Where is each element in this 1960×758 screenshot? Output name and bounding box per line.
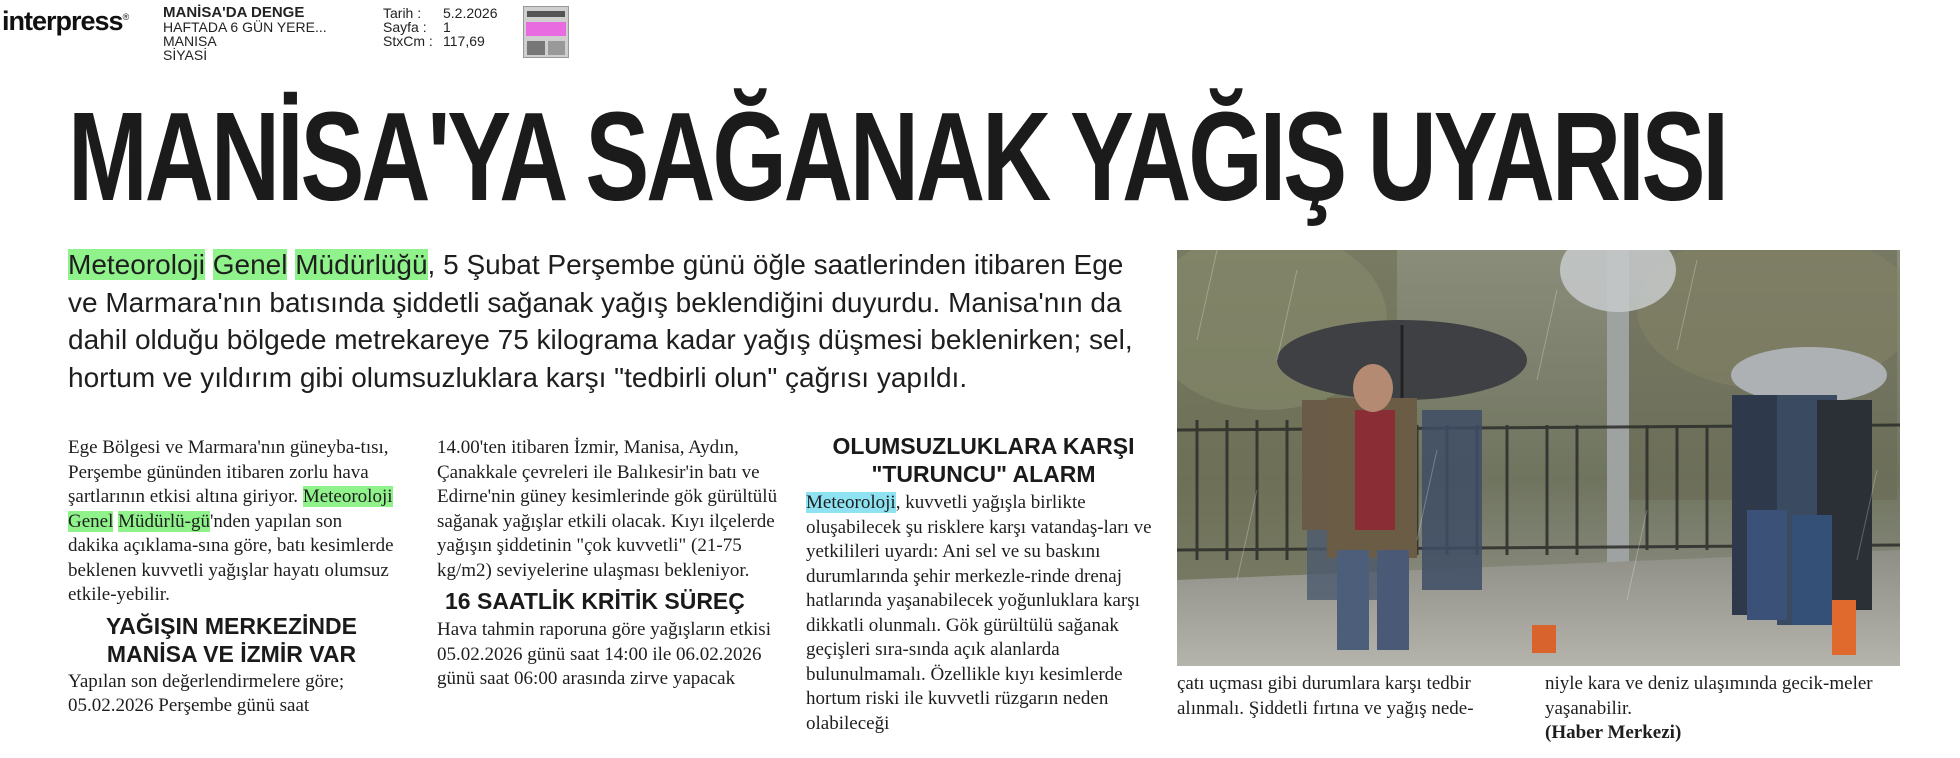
meta-labels bbox=[383, 6, 443, 48]
publication-city: MANISA bbox=[163, 33, 217, 49]
interpress-logo: interpress® bbox=[2, 6, 129, 36]
article-column-2 bbox=[437, 436, 791, 692]
highlight-term: Meteoroloji bbox=[68, 249, 205, 280]
body-paragraph: Meteoroloji, kuvvetli yağışla birlikte oluşabilecek şu risklere karşı vatandaş-ları ve yetkilileri uyardı: Ani sel ve su baskını durumlarında şehir merkezle-rinde drenaj hatlarında yaşanabilecek yoğunluklara karşı dikkatli olunmalı. Gök gürültülü sağanak geçişleri sıra-sında açık alanlarda bulunulmamalı. Özellikle kıyı kesimlerde hortum riski ile kuvvetli rüzgarın neden olabileceği bbox=[806, 492, 1152, 734]
page-label: Sayfa : bbox=[383, 19, 427, 35]
subheading: 16 SAATLİK KRİTİK SÜREÇ bbox=[445, 588, 745, 614]
article-column-1 bbox=[68, 436, 395, 719]
body-paragraph: Yapılan son değerlendirmelere göre; 05.02.2026 Perşembe günü saat bbox=[68, 670, 345, 716]
publication-section: SİYASİ bbox=[163, 47, 208, 63]
body-paragraph: niyle kara ve deniz ulaşımında gecik-meler yaşanabilir. bbox=[1545, 673, 1873, 719]
highlight-term: Genel bbox=[212, 249, 288, 280]
body-paragraph: çatı uçması gibi durumlara karşı tedbir alınmalı. Şiddetli fırtına ve yağış nede- bbox=[1177, 673, 1474, 719]
article-column-4 bbox=[1177, 672, 1527, 721]
subheading: OLUMSUZLUKLARA KARŞI "TURUNCU" ALARM bbox=[832, 433, 1135, 487]
byline: (Haber Merkezi) bbox=[1545, 722, 1682, 743]
article-column-5 bbox=[1545, 672, 1900, 746]
meta-values bbox=[443, 6, 513, 48]
stxcm-label: StxCm : bbox=[383, 33, 433, 49]
article-column-3 bbox=[806, 432, 1161, 736]
highlight-term: Müdürlüğü bbox=[295, 249, 428, 280]
article-lead: Meteoroloji Genel Müdürlüğü, 5 Şubat Perşembe günü öğle saatlerinden itibaren Ege ve Marmara'nın batısında şiddetli sağanak yağış beklendiğini duyurdu. Manisa'nın da dahil olduğu bölgede metrekareye 75 kilograma kadar yağış düşmesi beklenirken; sel, hortum ve yıldırım gibi olumsuzluklara karşı "tedbirli olun" çağrısı yapıldı. bbox=[68, 249, 1133, 393]
page-thumbnail-icon[interactable] bbox=[523, 6, 569, 58]
publication-frequency: HAFTADA 6 GÜN YERE... bbox=[163, 19, 327, 35]
publication-name: MANİSA'DA DENGE bbox=[163, 4, 305, 21]
body-paragraph: Ege Bölgesi ve Marmara'nın güneyba-tısı, Perşembe gününden itibaren zorlu hava şartlarının etkisi altına giriyor. Meteoroloji Genel Müdürlü-gü'nden yapılan son dakika açıklama-sına göre, batı kesimlerde beklenen kuvvetli yağışlar hayatı olumsuz etkile-yebilir. bbox=[68, 437, 394, 605]
subheading: YAĞIŞIN MERKEZİNDE MANİSA VE İZMİR VAR bbox=[106, 612, 357, 667]
rain-umbrella-photo bbox=[1177, 250, 1900, 666]
date-label: Tarih : bbox=[383, 5, 422, 21]
body-paragraph: Hava tahmin raporuna göre yağışların etkisi 05.02.2026 günü saat 14:00 ile 06.02.2026 günü saat 06:00 arasında zirve yapacak bbox=[437, 619, 771, 689]
publication-info bbox=[163, 6, 373, 62]
article-headline: MANİSA'YA SAĞANAK YAĞIŞ UYARISI bbox=[68, 86, 1726, 227]
date-value: 5.2.2026 bbox=[443, 5, 498, 21]
body-paragraph: 14.00'ten itibaren İzmir, Manisa, Aydın, Çanakkale çevreleri ile Balıkesir'in batı ve Edirne'nin güney kesimlerinde gök gürültülü sağanak yağışlar etkili olacak. Kıyı ilçelerde yağışın şiddetinin "çok kuvvetli" (21-75 kg/m2) seviyelerine ulaşması bekleniyor. bbox=[437, 437, 778, 581]
page-value: 1 bbox=[443, 19, 451, 35]
stxcm-value: 117,69 bbox=[443, 33, 485, 49]
